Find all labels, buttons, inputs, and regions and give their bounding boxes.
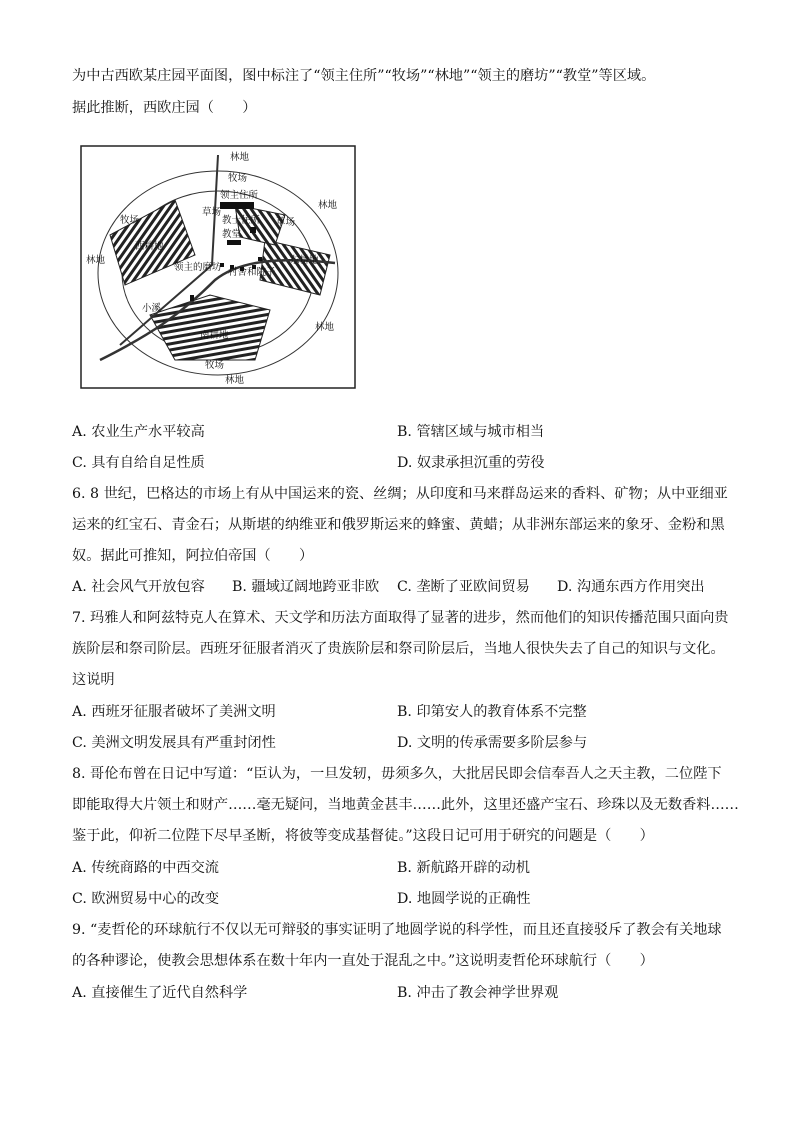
knight-residence-block xyxy=(250,227,256,233)
q8-option-b: B. 新航路开辟的动机 xyxy=(397,860,530,876)
map-label-lord-residence: 领主住所 xyxy=(220,190,259,201)
map-label-forest-top: 林地 xyxy=(230,152,250,163)
map-label-knight-residence: 教士住所 xyxy=(222,215,261,226)
q5-option-b: B. 管辖区域与城市相当 xyxy=(397,424,545,440)
map-label-pasture-bottom: 牧场 xyxy=(205,360,225,371)
map-label-stream: 小溪 xyxy=(142,303,162,314)
q8-option-d: D. 地圆学说的正确性 xyxy=(397,891,531,907)
map-label-east-field: 东耕地 xyxy=(290,255,319,266)
map-label-forest-right: 林地 xyxy=(318,200,338,211)
map-label-south-field: 南耕地 xyxy=(200,330,229,341)
q6-stem-line-2: 运来的红宝石、青金石；从斯堪的纳维亚和俄罗斯运来的蜂蜜、黄蜡；从非洲东部运来的象牙、金粉和黑 xyxy=(72,517,725,533)
q9-stem-line-2: 的各种谬论，使教会思想体系在数十年内一直处于混乱之中。”这说明麦哲伦环球航行（ ） xyxy=(72,953,654,969)
map-label-pasture-left: 牧场 xyxy=(120,215,140,226)
q5-option-a: A. 农业生产水平较高 xyxy=(72,424,205,440)
map-label-village: 村舍和院子 xyxy=(228,267,276,278)
q8-stem-line-3: 鉴于此，仰祈二位陛下尽早圣断，将彼等变成基督徒。”这段日记可用于研究的问题是（ ） xyxy=(72,828,654,844)
q8-option-a: A. 传统商路的中西交流 xyxy=(72,860,219,876)
q7-option-c: C. 美洲文明发展具有严重封闭性 xyxy=(72,735,276,751)
q5-stem-line-1: 为中古西欧某庄园平面图，图中标注了“领主住所”“牧场”“林地”“领主的磨坊”“教堂”等区域。 xyxy=(72,68,656,84)
manor-map-svg xyxy=(80,145,356,389)
q9-option-b: B. 冲击了教会神学世界观 xyxy=(397,985,559,1001)
map-label-grass-right: 草场 xyxy=(276,217,296,228)
q6-option-c: C. 垄断了亚欧间贸易 xyxy=(397,579,530,595)
map-label-forest-bottom: 林地 xyxy=(225,375,245,386)
q7-option-d: D. 文明的传承需要多阶层参与 xyxy=(397,735,588,751)
q7-option-b: B. 印第安人的教育体系不完整 xyxy=(397,704,587,720)
q7-stem-line-1: 7. 玛雅人和阿兹特克人在算术、天文学和历法方面取得了显著的进步，然而他们的知识传播范围只面向贵 xyxy=(72,610,729,626)
q7-stem-line-2: 族阶层和祭司阶层。西班牙征服者消灭了贵族阶层和祭司阶层后，当地人很快失去了自己的知识与文化。 xyxy=(72,641,725,657)
map-label-west-field: 西耕地 xyxy=(135,241,164,252)
q6-stem-line-1: 6. 8 世纪，巴格达的市场上有从中国运来的瓷、丝绸；从印度和马来群岛运来的香料、矿物；从中亚细亚 xyxy=(72,486,728,502)
q9-stem-line-1: 9. “麦哲伦的环球航行不仅以无可辩驳的事实证明了地圆学说的科学性，而且还直接驳斥了教会有关地球 xyxy=(72,922,722,938)
map-label-forest-right2: 林地 xyxy=(315,322,335,333)
q6-option-b: B. 疆域辽阔地跨亚非欧 xyxy=(232,579,380,595)
map-label-pasture-top: 牧场 xyxy=(228,173,248,184)
map-label-lord-mill: 领主的磨坊 xyxy=(174,262,222,273)
q8-option-c: C. 欧洲贸易中心的改变 xyxy=(72,891,220,907)
q7-stem-line-3: 这说明 xyxy=(72,672,115,688)
q6-option-a: A. 社会风气开放包容 xyxy=(72,579,205,595)
q5-option-c: C. 具有自给自足性质 xyxy=(72,455,205,471)
map-label-church: 教堂 xyxy=(222,229,242,240)
map-label-forest-left: 林地 xyxy=(86,255,106,266)
q6-option-d: D. 沟通东西方作用突出 xyxy=(557,579,705,595)
q8-stem-line-1: 8. 哥伦布曾在日记中写道：“臣认为，一旦发轫，毋须多久，大批居民即会信奉吾人之天主教，二位陛下 xyxy=(72,766,722,782)
mill-block xyxy=(190,295,194,301)
lord-residence-block xyxy=(220,202,254,209)
q6-stem-line-3: 奴。据此可推知，阿拉伯帝国（ ） xyxy=(72,548,314,564)
q5-stem-line-2: 据此推断，西欧庄园（ ） xyxy=(72,100,257,116)
q8-stem-line-2: 即能取得大片领土和财产……毫无疑问，当地黄金甚丰……此外，这里还盛产宝石、珍珠以及无数香料…… xyxy=(72,797,739,813)
map-label-grass-left: 草场 xyxy=(202,207,222,218)
manor-map-figure xyxy=(80,145,356,389)
church-block xyxy=(227,240,241,245)
q5-option-d: D. 奴隶承担沉重的劳役 xyxy=(397,455,545,471)
q9-option-a: A. 直接催生了近代自然科学 xyxy=(72,985,248,1001)
q7-option-a: A. 西班牙征服者破坏了美洲文明 xyxy=(72,704,276,720)
